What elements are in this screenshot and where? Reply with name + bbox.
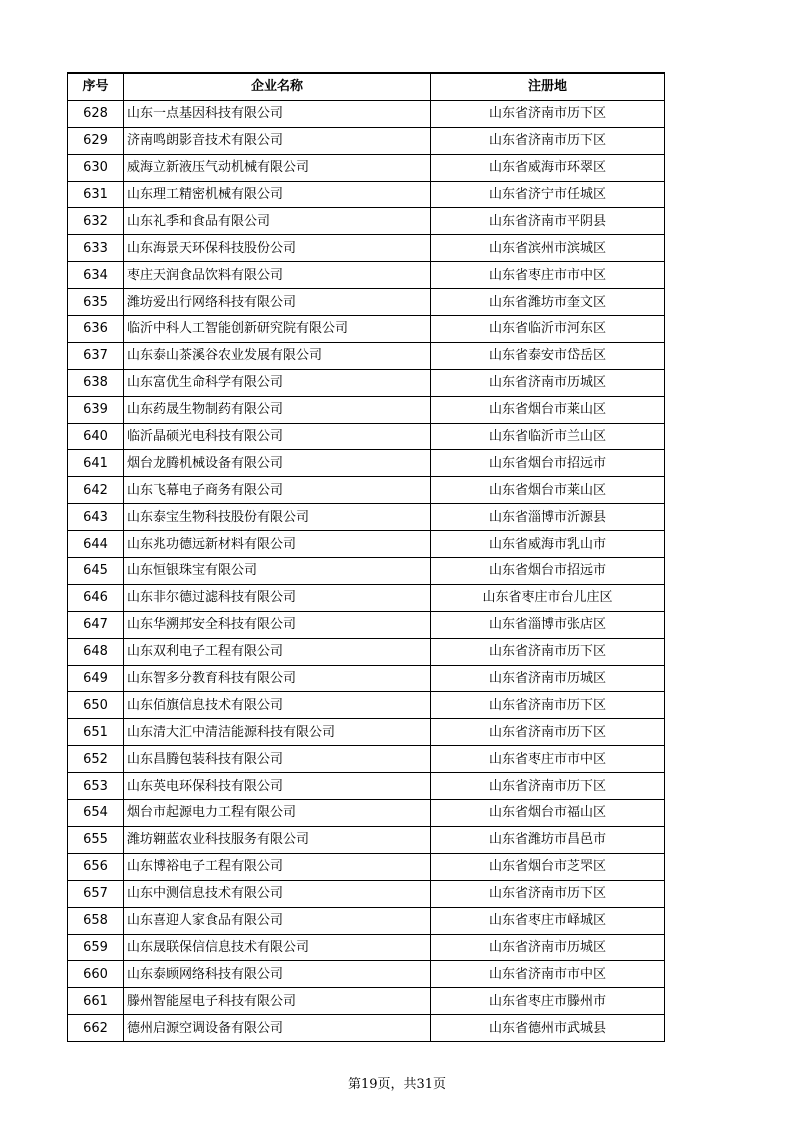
registered-place-cell: 山东省淄博市张店区 <box>431 611 665 638</box>
serial-number-cell: 659 <box>68 934 124 961</box>
serial-number-cell: 643 <box>68 504 124 531</box>
serial-number-cell: 646 <box>68 584 124 611</box>
registered-place-cell: 山东省济南市市中区 <box>431 961 665 988</box>
serial-number-cell: 651 <box>68 719 124 746</box>
registered-place-cell: 山东省潍坊市昌邑市 <box>431 826 665 853</box>
table-row <box>68 504 665 531</box>
company-name-cell: 山东兆功德远新材料有限公司 <box>124 531 431 558</box>
serial-number-cell: 655 <box>68 826 124 853</box>
registered-place-cell: 山东省烟台市招远市 <box>431 558 665 585</box>
registered-place-cell: 山东省潍坊市奎文区 <box>431 289 665 316</box>
table-row <box>68 880 665 907</box>
serial-number-cell: 660 <box>68 961 124 988</box>
registered-place-cell: 山东省枣庄市峄城区 <box>431 907 665 934</box>
company-name-cell: 临沂晶硕光电科技有限公司 <box>124 423 431 450</box>
serial-number-cell: 661 <box>68 988 124 1015</box>
registered-place-cell: 山东省济南市历下区 <box>431 127 665 154</box>
table-row <box>68 127 665 154</box>
table-row <box>68 988 665 1015</box>
serial-number-cell: 638 <box>68 369 124 396</box>
header-company-name: 企业名称 <box>124 73 431 100</box>
company-name-cell: 山东华溯邦安全科技有限公司 <box>124 611 431 638</box>
serial-number-cell: 650 <box>68 692 124 719</box>
registered-place-cell: 山东省淄博市沂源县 <box>431 504 665 531</box>
registered-place-cell: 山东省枣庄市台儿庄区 <box>431 584 665 611</box>
table-row <box>68 289 665 316</box>
company-name-cell: 山东泰山茶溪谷农业发展有限公司 <box>124 342 431 369</box>
header-registered-place: 注册地 <box>431 73 665 100</box>
registered-place-cell: 山东省临沂市兰山区 <box>431 423 665 450</box>
company-name-cell: 烟台龙腾机械设备有限公司 <box>124 450 431 477</box>
table-row <box>68 181 665 208</box>
company-name-cell: 山东清大汇中清洁能源科技有限公司 <box>124 719 431 746</box>
serial-number-cell: 658 <box>68 907 124 934</box>
serial-number-cell: 640 <box>68 423 124 450</box>
serial-number-cell: 642 <box>68 477 124 504</box>
table-row <box>68 262 665 289</box>
company-name-cell: 威海立新液压气动机械有限公司 <box>124 154 431 181</box>
table-row <box>68 907 665 934</box>
company-name-cell: 山东海景天环保科技股份公司 <box>124 235 431 262</box>
serial-number-cell: 635 <box>68 289 124 316</box>
table-row <box>68 773 665 800</box>
registered-place-cell: 山东省济南市历城区 <box>431 934 665 961</box>
serial-number-cell: 654 <box>68 800 124 827</box>
table-row <box>68 638 665 665</box>
table-row <box>68 316 665 343</box>
table-row <box>68 558 665 585</box>
serial-number-cell: 632 <box>68 208 124 235</box>
company-name-cell: 山东博裕电子工程有限公司 <box>124 853 431 880</box>
registered-place-cell: 山东省济南市历下区 <box>431 773 665 800</box>
registered-place-cell: 山东省济南市历城区 <box>431 665 665 692</box>
company-name-cell: 山东泰顾网络科技有限公司 <box>124 961 431 988</box>
registered-place-cell: 山东省烟台市福山区 <box>431 800 665 827</box>
table-row <box>68 584 665 611</box>
serial-number-cell: 653 <box>68 773 124 800</box>
serial-number-cell: 662 <box>68 1015 124 1042</box>
registered-place-cell: 山东省济南市历下区 <box>431 719 665 746</box>
table-row <box>68 853 665 880</box>
table-row <box>68 369 665 396</box>
company-name-cell: 山东中测信息技术有限公司 <box>124 880 431 907</box>
serial-number-cell: 648 <box>68 638 124 665</box>
company-name-cell: 山东智多分教育科技有限公司 <box>124 665 431 692</box>
company-name-cell: 山东富优生命科学有限公司 <box>124 369 431 396</box>
serial-number-cell: 641 <box>68 450 124 477</box>
registered-place-cell: 山东省临沂市河东区 <box>431 316 665 343</box>
registered-place-cell: 山东省烟台市莱山区 <box>431 396 665 423</box>
registered-place-cell: 山东省济南市历下区 <box>431 100 665 127</box>
company-name-cell: 山东佰旗信息技术有限公司 <box>124 692 431 719</box>
registered-place-cell: 山东省济宁市任城区 <box>431 181 665 208</box>
company-name-cell: 山东药晟生物制药有限公司 <box>124 396 431 423</box>
company-name-cell: 山东英电环保科技有限公司 <box>124 773 431 800</box>
registered-place-cell: 山东省枣庄市滕州市 <box>431 988 665 1015</box>
serial-number-cell: 639 <box>68 396 124 423</box>
company-name-cell: 济南鸣朗影音技术有限公司 <box>124 127 431 154</box>
table-row <box>68 235 665 262</box>
company-name-cell: 潍坊爱出行网络科技有限公司 <box>124 289 431 316</box>
serial-number-cell: 631 <box>68 181 124 208</box>
registered-place-cell: 山东省泰安市岱岳区 <box>431 342 665 369</box>
table-row <box>68 934 665 961</box>
serial-number-cell: 630 <box>68 154 124 181</box>
serial-number-cell: 628 <box>68 100 124 127</box>
enterprise-table <box>67 72 665 1042</box>
company-name-cell: 山东理工精密机械有限公司 <box>124 181 431 208</box>
serial-number-cell: 649 <box>68 665 124 692</box>
registered-place-cell: 山东省济南市历下区 <box>431 880 665 907</box>
serial-number-cell: 634 <box>68 262 124 289</box>
company-name-cell: 山东恒银珠宝有限公司 <box>124 558 431 585</box>
serial-number-cell: 637 <box>68 342 124 369</box>
registered-place-cell: 山东省滨州市滨城区 <box>431 235 665 262</box>
company-name-cell: 枣庄天润食品饮料有限公司 <box>124 262 431 289</box>
registered-place-cell: 山东省烟台市芝罘区 <box>431 853 665 880</box>
company-name-cell: 山东飞幕电子商务有限公司 <box>124 477 431 504</box>
table-row <box>68 719 665 746</box>
header-serial-number: 序号 <box>68 73 124 100</box>
table-row <box>68 154 665 181</box>
table-row <box>68 826 665 853</box>
registered-place-cell: 山东省枣庄市市中区 <box>431 262 665 289</box>
serial-number-cell: 629 <box>68 127 124 154</box>
table-row <box>68 477 665 504</box>
serial-number-cell: 657 <box>68 880 124 907</box>
table-body <box>68 100 665 1041</box>
serial-number-cell: 636 <box>68 316 124 343</box>
company-name-cell: 潍坊翱蓝农业科技服务有限公司 <box>124 826 431 853</box>
table-row <box>68 961 665 988</box>
table-row <box>68 100 665 127</box>
table-row <box>68 531 665 558</box>
serial-number-cell: 645 <box>68 558 124 585</box>
serial-number-cell: 656 <box>68 853 124 880</box>
company-name-cell: 山东泰宝生物科技股份有限公司 <box>124 504 431 531</box>
table-header-row <box>68 73 665 100</box>
table-row <box>68 1015 665 1042</box>
serial-number-cell: 644 <box>68 531 124 558</box>
registered-place-cell: 山东省德州市武城县 <box>431 1015 665 1042</box>
registered-place-cell: 山东省烟台市招远市 <box>431 450 665 477</box>
registered-place-cell: 山东省济南市平阴县 <box>431 208 665 235</box>
serial-number-cell: 647 <box>68 611 124 638</box>
table-row <box>68 746 665 773</box>
registered-place-cell: 山东省烟台市莱山区 <box>431 477 665 504</box>
company-name-cell: 临沂中科人工智能创新研究院有限公司 <box>124 316 431 343</box>
registered-place-cell: 山东省济南市历下区 <box>431 692 665 719</box>
table-row <box>68 665 665 692</box>
company-name-cell: 山东喜迎人家食品有限公司 <box>124 907 431 934</box>
registered-place-cell: 山东省威海市乳山市 <box>431 531 665 558</box>
table-row <box>68 611 665 638</box>
company-name-cell: 德州启源空调设备有限公司 <box>124 1015 431 1042</box>
company-name-cell: 山东晟联保信信息技术有限公司 <box>124 934 431 961</box>
page-footer: 第19页，共31页 <box>347 1077 447 1092</box>
registered-place-cell: 山东省济南市历城区 <box>431 369 665 396</box>
table-row <box>68 800 665 827</box>
registered-place-cell: 山东省济南市历下区 <box>431 638 665 665</box>
company-name-cell: 山东双利电子工程有限公司 <box>124 638 431 665</box>
table-row <box>68 396 665 423</box>
registered-place-cell: 山东省枣庄市市中区 <box>431 746 665 773</box>
company-name-cell: 烟台市起源电力工程有限公司 <box>124 800 431 827</box>
company-name-cell: 山东昌腾包装科技有限公司 <box>124 746 431 773</box>
company-name-cell: 山东非尔德过滤科技有限公司 <box>124 584 431 611</box>
table-row <box>68 692 665 719</box>
table-row <box>68 423 665 450</box>
company-name-cell: 山东一点基因科技有限公司 <box>124 100 431 127</box>
company-name-cell: 滕州智能屋电子科技有限公司 <box>124 988 431 1015</box>
serial-number-cell: 652 <box>68 746 124 773</box>
serial-number-cell: 633 <box>68 235 124 262</box>
table-row <box>68 342 665 369</box>
table-row <box>68 208 665 235</box>
table-row <box>68 450 665 477</box>
company-name-cell: 山东礼季和食品有限公司 <box>124 208 431 235</box>
registered-place-cell: 山东省威海市环翠区 <box>431 154 665 181</box>
